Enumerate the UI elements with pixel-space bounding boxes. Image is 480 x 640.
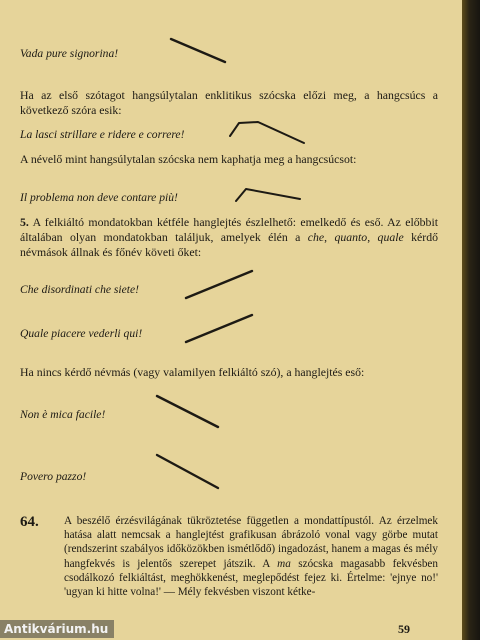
intonation-line <box>182 310 258 348</box>
example-sentence: Vada pure signorina! <box>20 47 119 60</box>
intonation-line <box>168 35 232 67</box>
paragraph: Ha nincs kérdő névmás (vagy valamilyen felkiáltó szó), a hanglejtés eső: <box>20 365 365 379</box>
book-spine <box>462 0 480 640</box>
section-number: 64. <box>20 514 39 530</box>
intonation-line <box>182 266 258 304</box>
paragraph: A névelő mint hangsúlytalan szócska nem kaphatja meg a hangcsúcsot: <box>20 152 357 166</box>
paragraph: 5. A felkiáltó mondatokban kétféle hanglejtés észlelhető: emelkedő és eső. Az előbbit általában olyan mondatokban találjuk, amelyek élén a che, quanto, quale kérdő névmások állnak és főnév követi őket: <box>20 215 438 259</box>
page-number: 59 <box>398 622 410 636</box>
intonation-line <box>152 450 224 494</box>
example-sentence: Quale piacere vederli qui! <box>20 327 143 340</box>
example-sentence: Il problema non deve contare più! <box>20 191 178 204</box>
paragraph: Ha az első szótagot hangsúlytalan enklitikus szócska előzi meg, a hangcsúcs a következő szóra esik: <box>20 88 438 117</box>
example-sentence: Che disordinati che siete! <box>20 283 140 296</box>
example-sentence: Povero pazzo! <box>20 470 87 483</box>
intonation-line <box>226 116 310 146</box>
paragraph: A beszélő érzésvilágának tükröztetése független a mondattípustól. Az érzelmek hatása alatt nemcsak a hanglejtést grafikusan ábrázoló vonal vagy görbe mutat (rendszerint szabályos időközökben ismétlődő) ingadozást, hanem a magas és mély hangfekvés is jelentős szerepet játszik. A ma szócska magasabb fekvésben csodálkozó felkiáltást, meghökkenést, meglepődést fejez ki. Értelme: 'ejnye no!' 'ugyan ki hitte volna!' — Mély fekvésben viszont kétke- <box>64 515 438 599</box>
intonation-line <box>232 182 306 206</box>
watermark: Antikvárium.hu <box>0 620 114 638</box>
example-sentence: Non è mica facile! <box>20 408 106 421</box>
paragraph-number: 5. <box>20 215 29 229</box>
example-sentence: La lasci strillare e ridere e correre! <box>20 128 185 141</box>
intonation-line <box>152 391 224 433</box>
